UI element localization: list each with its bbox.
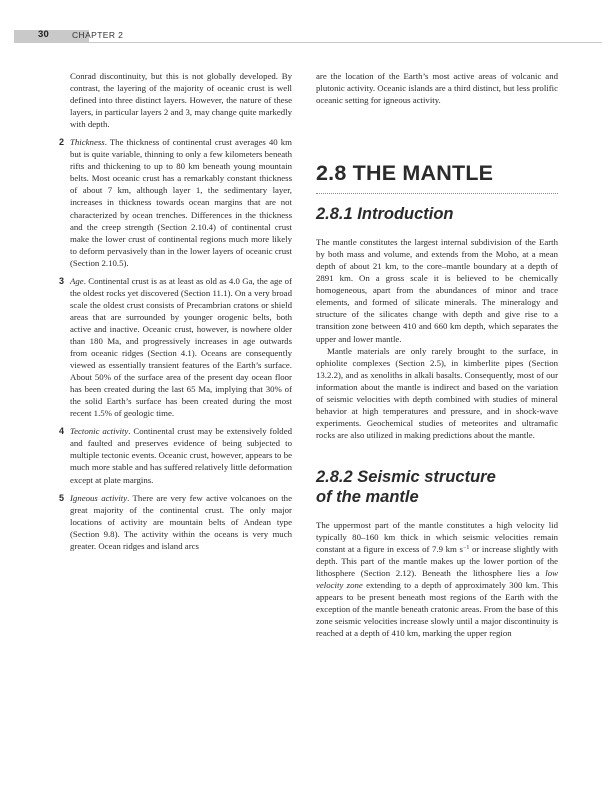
item-term: Igneous activity: [70, 492, 128, 503]
item-number: 3: [59, 275, 65, 286]
item-text: . The thickness of continental crust averages 40 km but is quite variable, thinning to only a few kilometers beneath rifts and thickening to up to 80 km beneath young mountain belts. Most oceanic crust has a remarkably constant thickness of about 7 km, although layer 1, the sedimentary layer, increases in thickness towards ocean margins that are not characterized by ocean trenches. Differences in the thickness and the creep strength (Section 2.10.4) of continental crust make the lower crust of continental regions much more likely to deform pervasively than in the lower layers of oceanic crust (Section 2.10.5).: [70, 137, 292, 268]
text-run: The uppermost part of the mantle constitutes a high velocity lid typically 80–160 km thick in which seismic velocities remain constant at a figure in excess of 7.9 km s: [316, 519, 558, 555]
item-term: Age: [70, 275, 84, 286]
text-run: extending to a depth of approximately 300 km. This appears to be present beneath most regions of the Earth with the exception of the mantle beneath cratonic areas. From the base of this zone seismic velocities increase slowly until a major discontinuity is reached at a depth of 410 km, marking the upper region: [316, 580, 558, 639]
superscript: −1: [462, 545, 470, 552]
paragraph: [316, 519, 558, 639]
list-item-igneous-activity: [59, 492, 292, 552]
term: low velocity zone: [316, 568, 558, 591]
item-number: 5: [59, 492, 65, 503]
continued-paragraph: Conrad discontinuity, but this is not globally developed. By contrast, the layering of the majority of oceanic crust is well defined into three distinct layers. However, the nature of these layers, in particular layers 2 and 3, may change quite markedly with depth.: [70, 71, 292, 130]
left-column: [59, 70, 292, 552]
item-term: Tectonic activity: [70, 426, 129, 437]
list-item-tectonic-activity: [59, 425, 292, 485]
item-number: 4: [59, 426, 65, 437]
subsection-title-seismic-structure: [316, 467, 558, 507]
section-title: 2.8 THE MANTLE: [316, 161, 494, 186]
paragraph: The mantle constitutes the largest internal subdivision of the Earth by both mass and volume, and extends from the Moho, at a mean depth of about 21 km, to the core–mantle boundary at a depth of 2891 km. On a gross scale it is believed to be chemically homogeneous, apart from the abundances of minor and trace elements, and formed of silicate minerals. The mineralogy and structure of the silicates change with depth and give rise to a transition zone between 410 and 660 km depth, which separates the upper and lower mantle.: [316, 237, 558, 344]
running-header: [0, 0, 615, 46]
subsection-title-line: of the mantle: [316, 487, 419, 506]
text-run: or increase slightly with depth. This part of the mantle makes up the lower portion of the lithosphere (Section 2.12). Beneath the lithosphere lies a: [316, 544, 558, 579]
item-text: . There are very few active volcanoes on the great majority of the continental crust. The only major locations of activity are mountain belts of Andean type (Section 9.8). The activity within the oceans is very much greater. Ocean ridges and island arcs: [70, 492, 292, 551]
chapter-label: CHAPTER 2: [72, 30, 124, 40]
right-column: [316, 70, 558, 639]
item-term: Thickness: [70, 137, 105, 148]
item-number: 2: [59, 137, 65, 148]
page-number: 30: [38, 29, 49, 40]
continued-paragraph: are the location of the Earth’s most active areas of volcanic and plutonic activity. Oceanic islands are a third distinct, but less prolific oceanic setting for igneous activity.: [316, 71, 558, 106]
paragraph: Mantle materials are only rarely brought to the surface, in ophiolite complexes (Section 2.5), in kimberlite pipes (Section 13.2.2), and as xenoliths in alkali basalts. Consequently, most of our information about the mantle is indirect and based on the variation of seismic velocities with depth combined with studies of mineral behavior at high temperatures and pressure, and in shock-wave experiments. Geochemical studies of meteorites and ultramafic rocks are also utilized in making predictions about the mantle.: [316, 345, 558, 440]
item-text: . Continental crust is as at least as old as 4.0 Ga, the age of the oldest rocks yet discovered (Section 11.1). On a very broad scale the oldest crust consists of Precambrian cratons or shield areas that are surrounded by younger orogenic belts, both active and inactive. Oceanic crust, however, is nowhere older than 180 Ma, and progressively increases in age outwards from oceanic ridges (Section 4.1). Oceans are consequently viewed as essentially transient features of the Earth’s surface. About 50% of the surface area of the present day ocean floor has been created during the last 65 Ma, implying that 30% of the solid Earth’s surface has been created during the most recent 1.5% of geologic time.: [70, 275, 292, 419]
list-item-age: [59, 275, 292, 420]
list-item-thickness: [59, 136, 292, 269]
subsection-title-introduction: 2.8.1 Introduction: [316, 205, 454, 224]
section-rule: [316, 193, 558, 194]
header-rule: [14, 42, 602, 43]
item-text: . Continental crust may be extensively folded and faulted and preserves evidence of being subjected to multiple tectonic events. Oceanic crust, however, appears to be much more stable and has suffered relatively little deformation except at plate margins.: [70, 426, 292, 485]
subsection-title-line: 2.8.2 Seismic structure: [316, 467, 496, 486]
